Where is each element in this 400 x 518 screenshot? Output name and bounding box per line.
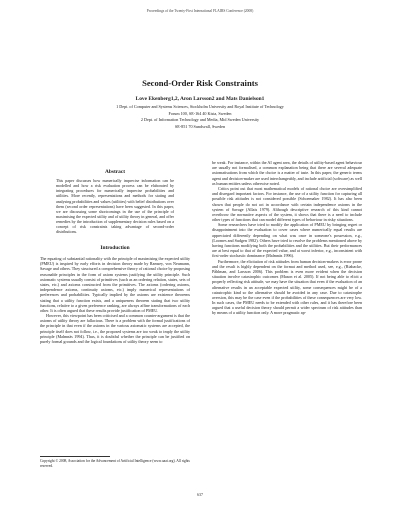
abstract-heading: Abstract xyxy=(104,169,126,175)
affiliation-line: 1 Dept. of Computer and Systems Sciences, Stockholm University and Royal Institute of Technology xyxy=(116,104,284,109)
affiliation-line: SE-851 70 Sundsvall, Sweden xyxy=(174,123,226,129)
abstract-section xyxy=(56,170,174,234)
body-paragraph: Critics point out that most mathematical models of rational choice are oversimplified and disregard important factors. For instance, the use of a utility function for capturing all possible risk attitudes is not considered possible (Schoemaker 1982). It has also been shown that people do not act in accordance with certain independence axioms in the system of Savage (Allais 1979). Although descriptive research of this kind cannot overthrow the normative aspects of the system, it shows that there is a need to include other types of functions that can model different types of behaviour in risky situations. xyxy=(212,185,362,223)
footnote-divider xyxy=(40,456,110,457)
body-paragraph: However, this viewpoint has been criticised and a common counter-argument is that the axioms of utility theory are fallacious. There is a problem with the formal justifications of the principle in that even if the axioms in the various axiomatic systems are accepted, the principle itself does not follow, i.e., the proposed systems are too weak to imply the utility principle (Malmnäs 1994). Thus, it is doubtful whether the principle can be justified on purely formal grounds and the logical foundations of utility theory seem to xyxy=(40,313,190,344)
page-number: 637 xyxy=(197,492,203,497)
body-paragraph: Furthermore, the elicitation of risk attitudes from human decision-makers is error prone and the result is highly dependent on the format and method used, see, e.g., (Riabacke, Påhlman, and Larsson 2006). This problem is even more evident when the decision situation involve catastrophic outcomes (Mason et al. 2005). If not being able to elicit a properly reflecting risk attitude, we may have the situation that even if the evaluation of an alternative results in an acceptable expected utility, some consequences might be of a catastrophic kind so the alternative should be avoided in any case. Due to catastrophe aversion, this may be the case even if the probabilities of these consequences are very low. In such cases, the PMEU needs to be extended with other rules, and it has therefore been argued that a useful decision theory should permit a wider spectrum of risk attitudes than by means of a utility function only. A more pragmatic ap- xyxy=(212,258,362,316)
body-paragraph: The equating of substantial rationality with the principle of maximising the expected utility (PMEU) is inspired by early efforts in decision theory made by Ramsey, von Neumann, Savage and others. They structured a comprehensive theory of rational choice by proposing reasonable principles in the form of axiom systems justifying the utility principle. Such axiomatic systems usually consist of primitives (such as an ordering relation, states, sets of states, etc.) and axioms constructed from the primitives. The axioms (ordering axioms, independence axioms, continuity axioms, etc.) imply numerical representations of preferences and probabilities. Typically implied by the axioms are existence theorems stating that a utility function exists, and a uniqueness theorem stating that two utility functions, relative to a given preference ranking, are always affine transformations of each other. It is often argued that these results provide justification of PMEU. xyxy=(40,256,190,313)
section-heading-introduction: Introduction xyxy=(100,245,130,251)
running-head: Proceedings of the Twenty-First International FLAIRS Conference (2008) xyxy=(146,9,254,13)
affiliations xyxy=(0,104,400,130)
author-line: Love Ekenberg1,2, Aron Larsson2 and Mats Danielson1 xyxy=(135,96,265,102)
copyright-notice: Copyright © 2008, Association for the Advancement of Artificial Intelligence (www.aaai.org). All rights reserved. xyxy=(40,459,190,468)
right-column-body xyxy=(212,160,362,316)
affiliation-line: Forum 100, SE-164 40 Kista, Sweden xyxy=(168,110,232,116)
abstract-text: This paper discusses how numerically imprecise information can be modelled and how a risk evaluation process can be elaborated by integrating procedures for numerically imprecise probabilities and utilities. More recently, representations and methods for stating and analysing probabilities and values (utilities) with belief distributions over them (second order representations) have been suggested. In this paper, we are discussing some shortcomings in the use of the principle of maximising the expected utility and of utility theory in general, and offer remedies by the introduction of supplementary decision rules based on a concept of risk constraints taking advantage of second-order distributions. xyxy=(56,178,174,235)
paper-title: Second-Order Risk Constraints xyxy=(142,78,258,88)
left-column-body xyxy=(40,256,190,344)
body-paragraph: Some researchers have tried to modify the application of PMEU by bringing regret or disappointment into the evaluation to cover cases where numerically equal results are appreciated differently depending on what was once in someone's possession, e.g., (Loomes and Sudgen 1982). Others have tried to resolve the problems mentioned above by having functions modifying both the probabilities and the utilities. But their performances are at best equal to that of the expected value, and at worst inferior, e.g., inconsistent with first-order stochastic dominance (Malmnäs 1996). xyxy=(212,222,362,259)
affiliation-line: 2 Dept. of Information Technology and Media, Mid Sweden University xyxy=(140,117,260,123)
body-paragraph: be weak. For instance, within the AI agent area, the details of utility-based agent behaviour are usually not formalised, a common explanation being that there are several adequate axiomatisations from which the choice is a matter of taste. In this paper, the generic terms agent and decision-maker are used interchangeably, and include artificial (software) as well as human entities unless otherwise noted. xyxy=(212,160,362,186)
